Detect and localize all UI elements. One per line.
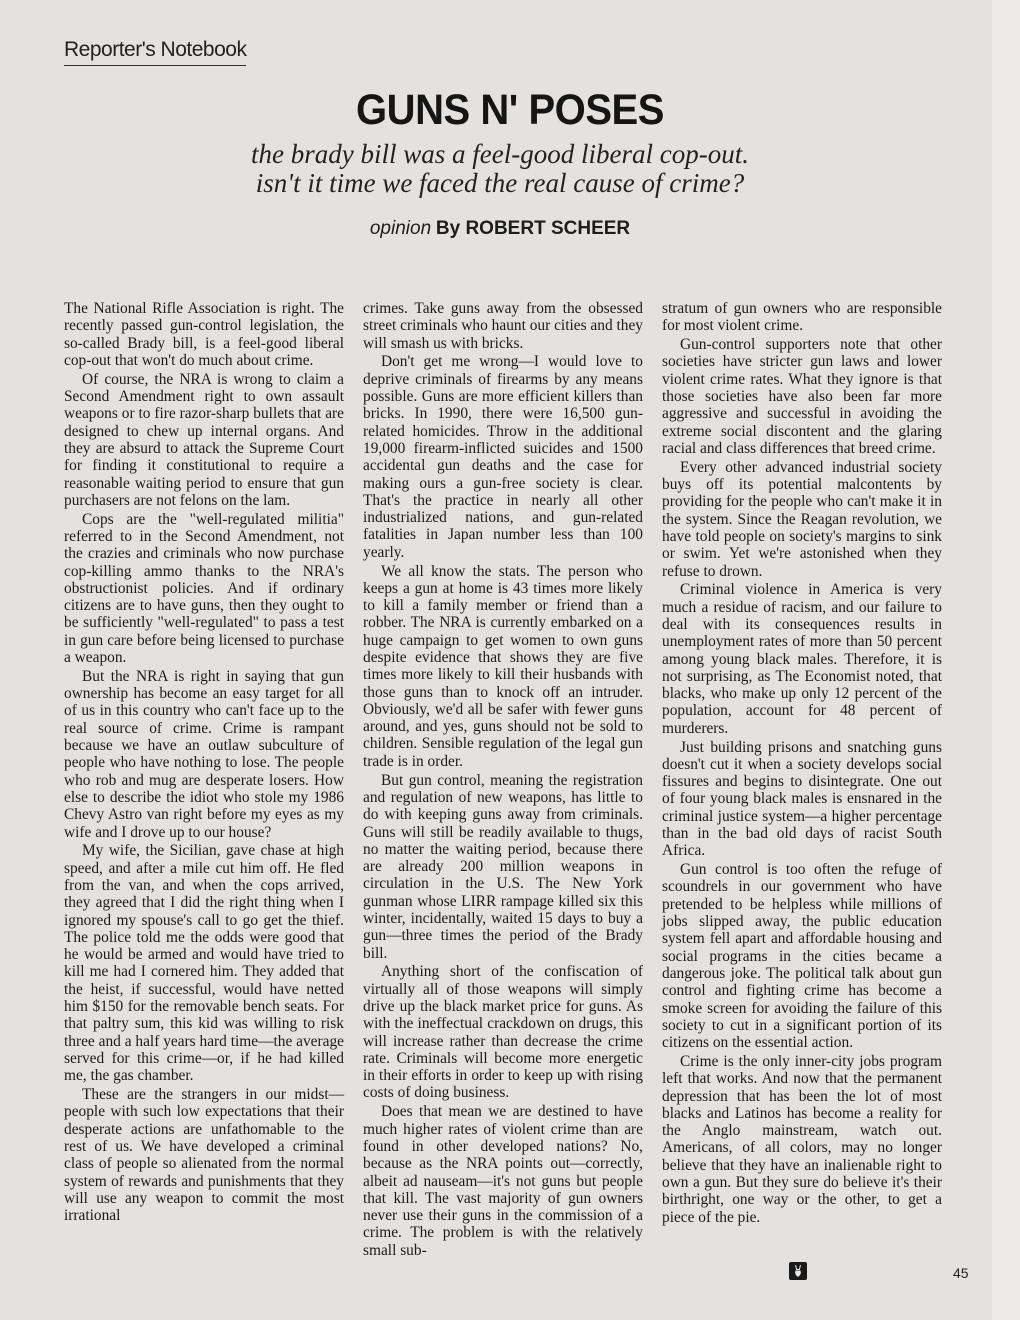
paragraph: But gun control, meaning the registration and regulation of new weapons, has little to do with keeping guns away from criminals. Guns will still be readily available to thugs, no matter the waiting period, because there are already 200 million weapons in circulation in the U.S. The New York gunman whose LIRR rampage killed six this winter, incidentally, waited 15 days to buy a gun—three times the period of the Brady bill. <box>363 771 643 962</box>
byline-author: By ROBERT SCHEER <box>435 218 631 239</box>
paragraph: Gun control is too often the refuge of scoundrels in our government who have pretended to be helpless while millions of jobs slipped away, the public education system fell apart and affordable housing and social programs in the cities became a dangerous joke. The political talk about gun control and fighting crime has become a smoke screen for avoiding the failure of this society to cut in a significant portion of its citizens on the essential action. <box>662 861 942 1052</box>
paragraph: Crime is the only inner-city jobs program left that works. And now that the permanent depression that has been the lot of most blacks and Latinos has become a reality for the Anglo mainstream, watch out. Americans, of all colors, may no longer believe that they have an inalienable right to own a gun. But they sure do believe it's their birthright, one way or the other, to get a piece of the pie. <box>662 1052 942 1226</box>
paragraph: Anything short of the confiscation of virtually all of those weapons will simply drive up the black market price for guns. As with the ineffectual crackdown on drugs, this will increase rather than decrease the crime rate. Criminals will become more energetic in their efforts in order to keep up with rising costs of doing business. <box>363 963 643 1102</box>
paragraph: Just building prisons and snatching guns doesn't cut it when a society develops social fissures and begins to disintegrate. One out of four young black males is ensnared in the criminal justice system—a higher percentage than in the bad old days of racist South Africa. <box>662 738 942 860</box>
paragraph: Of course, the NRA is wrong to claim a Second Amendment right to own assault weapons or to fire razor-sharp bullets that are designed to chew up internal organs. And they are absurd to attack the Supreme Court for finding it constitutional to require a reasonable waiting period to ensure that gun purchasers are not felons on the lam. <box>64 370 344 509</box>
paragraph: Criminal violence in America is very much a residue of racism, and our failure to deal with its consequences results in unemployment rates of more than 50 percent among young black males. Therefore, it is not surprising, as The Economist noted, that blacks, who make up only 12 percent of the population, account for 48 percent of murderers. <box>662 581 942 737</box>
article-title: GUNS N' POSES <box>356 86 664 134</box>
page-number: 45 <box>953 1265 969 1281</box>
byline-genre: opinion <box>369 218 432 239</box>
paragraph: We all know the stats. The person who keeps a gun at home is 43 times more likely to kill a family member or friend than a robber. The NRA is currently embarked on a huge campaign to get women to own guns despite evidence that shows they are five times more likely to kill their husbands with those guns than to knock off an intruder. Obviously, we'd all be safer with fewer guns around, and yes, guns should not be sold to children. Sensible regulation of the legal gun trade is in order. <box>363 562 643 770</box>
bunny-glyph <box>791 1264 805 1278</box>
byline <box>0 218 1000 240</box>
page-edge <box>992 0 1020 1320</box>
text-column-1 <box>64 300 344 1226</box>
paragraph: Don't get me wrong—I would love to deprive criminals of firearms by any means possible. Guns are more efficient killers than bricks. In 1990, there were 16,500 gun-related homicides. Throw in the additional 19,000 firearm-inflicted suicides and 1500 accidental gun deaths and the case for making ours a gun-free society is clear. That's the practice in nearly all other industrialized nations, and gun-related fatalities in Japan number less than 100 yearly. <box>363 353 643 561</box>
article-subtitle <box>0 140 1000 198</box>
paragraph: Every other advanced industrial society buys off its potential malcontents by providing for the people who can't make it in the system. Since the Reagan revolution, we have told people on society's margins to sink or swim. Yet we're astonished when they refuse to drown. <box>662 458 942 580</box>
playboy-bunny-icon <box>789 1262 807 1280</box>
paragraph: Cops are the "well-regulated militia" referred to in the Second Amendment, not the crazies and criminals who now purchase cop-killing ammo thanks to the NRA's obstructionist policies. And if ordinary citizens are to have guns, then they ought to be sufficiently "well-regulated" to pass a test in gun care before being licensed to purchase a weapon. <box>64 510 344 666</box>
paragraph: But the NRA is right in saying that gun ownership has become an easy target for all of us in this country who can't face up to the real source of crime. Crime is rampant because we have an outlaw subculture of people who have nothing to lose. The people who rob and mug are desperate losers. How else to describe the idiot who stole my 1986 Chevy Astro van right before my eyes as my wife and I drove up to our house? <box>64 667 344 841</box>
paragraph: The National Rifle Association is right. The recently passed gun-control legislation, the so-called Brady bill, is a feel-good liberal cop-out that won't do much about crime. <box>64 300 344 369</box>
paragraph: These are the strangers in our midst—people with such low expectations that their desperate actions are unfathomable to the rest of us. We have developed a criminal class of people so alienated from the normal system of rewards and punishments that they will use any weapon to commit the most irrational <box>64 1086 344 1225</box>
paragraph: My wife, the Sicilian, gave chase at high speed, and after a mile cut him off. He fled from the van, and when the cops arrived, they agreed that I did the right thing when I ignored my spouse's call to go get the thief. The police told me the odds were good that he would be armed and would have tried to kill me had I cornered him. They added that the heist, if successful, would have netted him $150 for the removable bench seats. For that paltry sum, this kid was willing to risk three and a half years hard time—the average served for this crime—or, if he had killed me, the gas chamber. <box>64 842 344 1085</box>
text-column-3 <box>662 300 942 1227</box>
subtitle-line-2: isn't it time we faced the real cause of crime? <box>255 168 745 198</box>
paragraph: stratum of gun owners who are responsible for most violent crime. <box>662 300 942 335</box>
paragraph: Gun-control supporters note that other societies have stricter gun laws and lower violent crime rates. What they ignore is that those societies have also been far more aggressive and successful in avoiding the extreme social discontent and the glaring racial and class differences that breed crime. <box>662 336 942 457</box>
section-header: Reporter's Notebook <box>64 38 246 66</box>
paragraph: crimes. Take guns away from the obsessed street criminals who haunt our cities and they will smash us with bricks. <box>363 300 643 352</box>
text-column-2 <box>363 300 643 1261</box>
subtitle-line-1: the brady bill was a feel-good liberal cop-out. <box>251 139 749 169</box>
paragraph: Does that mean we are destined to have much higher rates of violent crime than are found in other developed nations? No, because as the NRA points out—correctly, albeit ad nauseam—it's not guns but people that kill. The vast majority of gun owners never use their guns in the commission of a crime. The problem is with the relatively small sub- <box>363 1103 643 1259</box>
